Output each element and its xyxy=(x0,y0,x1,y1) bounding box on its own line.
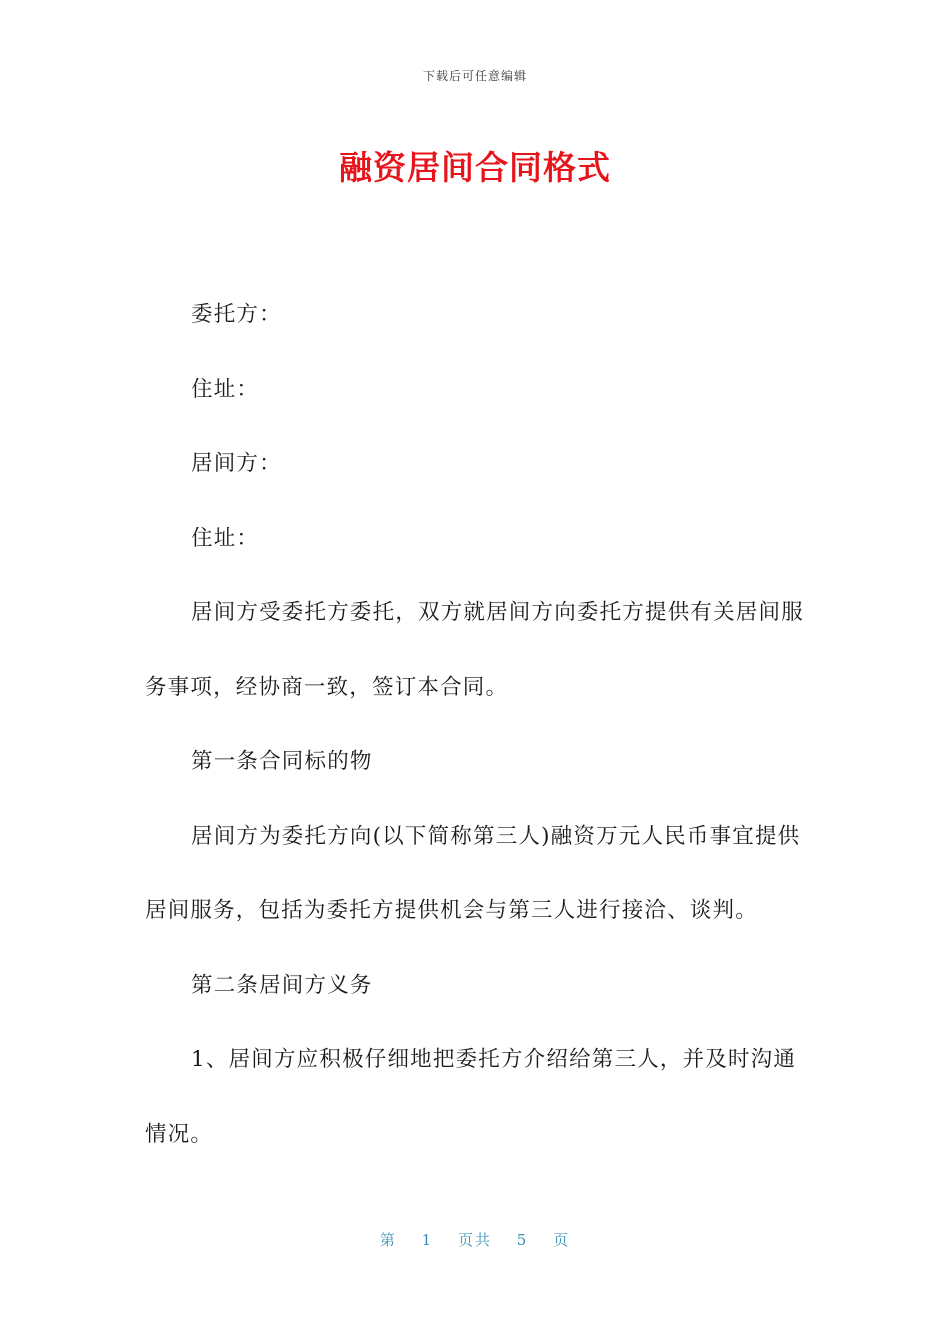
field-client-address: 住址： xyxy=(191,376,260,402)
intro-paragraph: 居间方受委托方委托，双方就居间方向委托方提供有关居间服务事项，经协商一致，签订本合同。 xyxy=(145,600,804,700)
article-2-item-1: 1、居间方应积极仔细地把委托方介绍给第三人，并及时沟通情况。 xyxy=(145,1047,797,1147)
article-1-heading: 第一条合同标的物 xyxy=(191,749,373,774)
field-intermediary-address: 住址： xyxy=(191,525,260,551)
header-note: 下载后可任意编辑 xyxy=(422,69,527,83)
document-body xyxy=(145,278,810,1172)
article-2-heading: 第二条居间方义务 xyxy=(191,972,373,998)
field-client: 委托方： xyxy=(191,302,282,327)
page-number-footer: 第 1 页共 5 页 xyxy=(379,1231,571,1249)
article-1-paragraph: 居间方为委托方向(以下简称第三人)融资万元人民币事宜提供居间服务，包括为委托方提供机会与第三人进行接洽、谈判。 xyxy=(145,823,801,923)
document-title: 融资居间合同格式 xyxy=(339,148,611,187)
field-intermediary: 居间方： xyxy=(191,451,282,476)
